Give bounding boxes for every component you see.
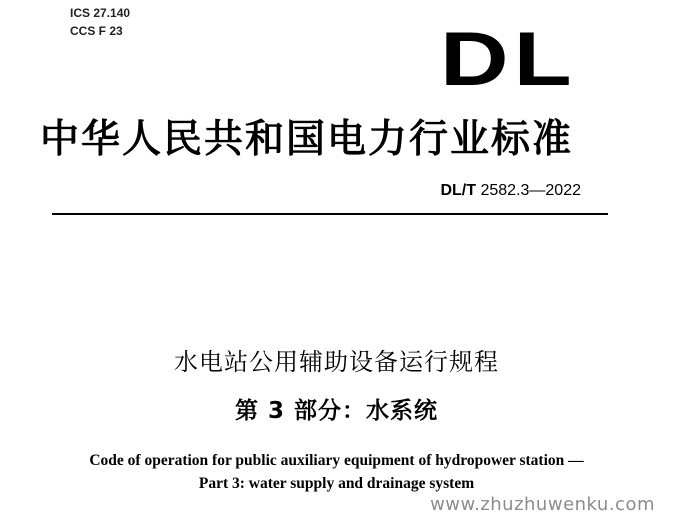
ccs-code: CCS F 23 <box>70 24 123 38</box>
standard-category-title: 中华人民共和国电力行业标准 <box>40 117 574 162</box>
standard-number-prefix: DL/T <box>440 182 477 199</box>
standard-number-value: 2582.3—2022 <box>480 182 581 199</box>
document-title-cn-line1: 水电站公用辅助设备运行规程 <box>174 348 499 376</box>
site-watermark: www.zhuzhuwenku.com <box>430 494 655 515</box>
document-title-en-line1: Code of operation for public auxiliary equipment of hydropower station — <box>89 452 584 469</box>
standard-number <box>440 182 581 200</box>
dl-logo: DL <box>440 17 577 102</box>
document-title-en-line2: Part 3: water supply and drainage system <box>198 475 475 492</box>
document-title-cn-line2: 第 3 部分：水系统 <box>234 398 439 424</box>
ics-code: ICS 27.140 <box>70 6 131 20</box>
header-divider <box>52 213 608 215</box>
